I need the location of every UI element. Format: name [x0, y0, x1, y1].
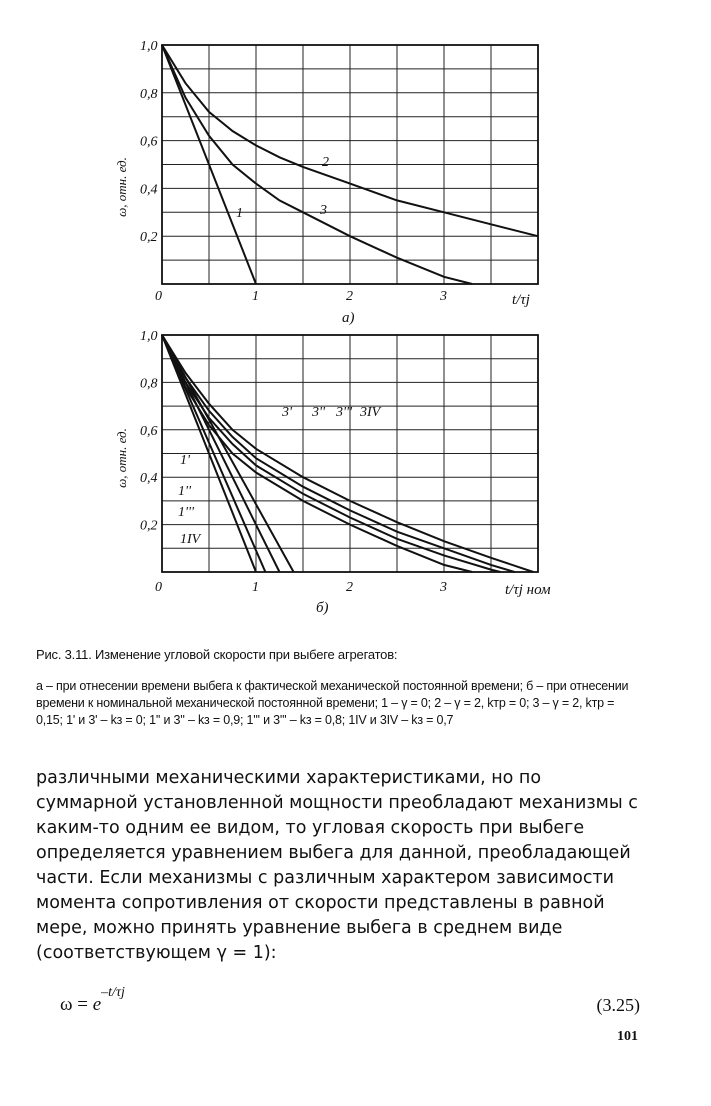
body-paragraph: различными механическими характеристиками, но по суммарной установленной мощности преобладают механизмы с каким-то одним ее видом, то угловая скорость при выбеге определяется уравнением выбега для данной, преобладающей части. Если механизмы с различным характером зависимости момента сопротивления от скорости представлены в равной мере, можно принять уравнение выбега в среднем виде (соответствующем γ = 1): — [36, 768, 638, 963]
y-tick-label: 0,8 — [140, 86, 158, 102]
equation-number: (3.25) — [596, 995, 640, 1015]
x-axis-label: t/τj ном — [505, 582, 551, 598]
x-tick-label: 0 — [155, 289, 162, 304]
y-tick-label: 0,2 — [140, 518, 158, 534]
equation-lhs: ω = — [60, 994, 93, 1015]
panel-label: а) — [342, 310, 355, 326]
curve-label: 3''' — [336, 405, 352, 420]
curve-label: 3 — [320, 203, 327, 218]
y-tick-label: 1,0 — [140, 329, 158, 344]
y-tick-label: 0,4 — [140, 471, 158, 487]
curve-label: 1' — [180, 453, 190, 468]
page-number: 101 — [617, 1029, 638, 1044]
x-tick-label: 1 — [252, 580, 259, 595]
x-tick-label: 2 — [346, 289, 353, 304]
curve-label: 3IV — [360, 405, 381, 420]
x-tick-label: 3 — [440, 580, 447, 595]
y-axis-label: ω, отн. ед. — [114, 157, 129, 217]
y-tick-label: 0,8 — [140, 376, 158, 392]
equation-exponent: –t/τj — [101, 985, 125, 1000]
y-tick-label: 0,4 — [140, 182, 158, 198]
x-tick-label: 0 — [155, 580, 162, 595]
x-tick-label: 2 — [346, 580, 353, 595]
x-tick-label: 3 — [440, 289, 447, 304]
y-axis-label: ω, отн. ед. — [114, 428, 129, 488]
figure-caption-body: а – при отнесении времени выбега к фактической механической постоянной времени; б – при отнесении времени к номинальной механической постоянной времени; 1 – γ = 0; 2 – γ = 2, kтр = 0; 3 – γ = 2, kтр = 0,15; 1' и 3' – kз = 0; 1'' и 3'' – kз = 0,9; 1''' и 3''' – kз = 0,8; 1IV и 3IV – kз = 0,7 — [36, 679, 629, 727]
x-axis-label: t/τj — [512, 292, 530, 308]
curve-label: 3' — [282, 405, 292, 420]
equation-base: e — [92, 994, 102, 1015]
y-tick-label: 0,6 — [140, 423, 158, 439]
x-tick-label: 1 — [252, 289, 259, 304]
curve-label: 3'' — [312, 405, 325, 420]
y-tick-label: 0,2 — [140, 230, 158, 246]
panel-label: б) — [316, 600, 329, 616]
curve-label: 1'' — [178, 484, 191, 499]
curve-label: 1''' — [178, 505, 194, 520]
curve-label: 1IV — [180, 532, 201, 547]
y-tick-label: 1,0 — [140, 39, 158, 54]
y-tick-label: 0,6 — [140, 134, 158, 150]
curve-label: 2 — [322, 155, 329, 170]
figure-caption-title: Рис. 3.11. Изменение угловой скорости при выбеге агрегатов: — [36, 647, 398, 662]
curve-label: 1 — [236, 206, 243, 221]
